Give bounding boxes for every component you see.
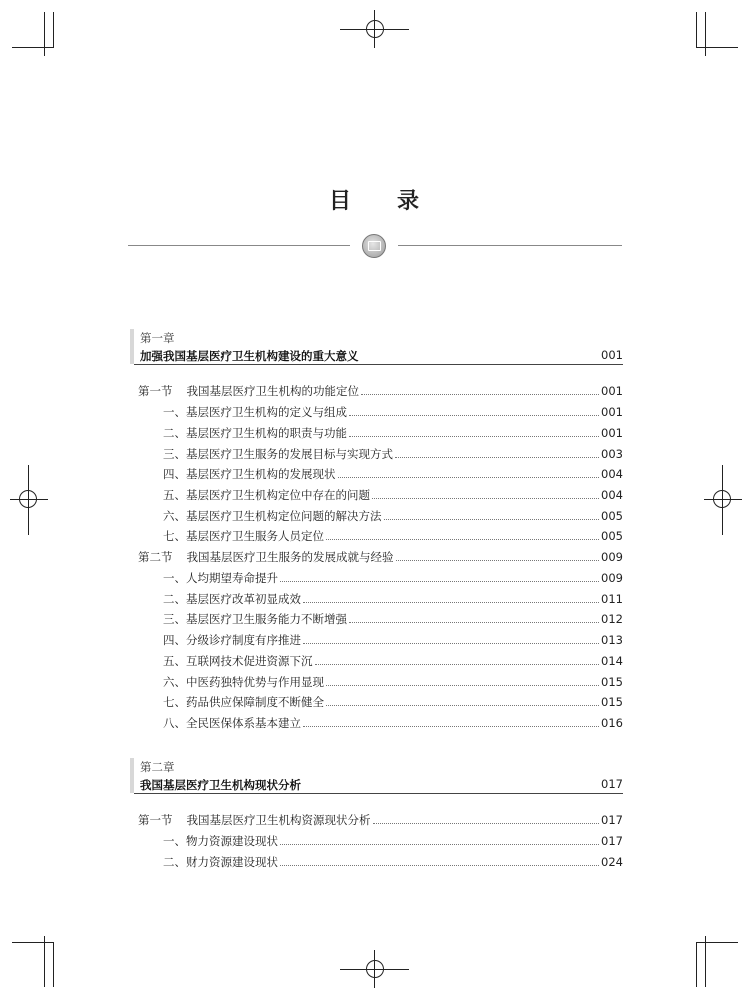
dot-leader <box>349 415 599 416</box>
dot-leader <box>372 498 599 499</box>
section-label: 第一节 <box>138 813 173 827</box>
item-title: 六、基层医疗卫生机构定位问题的解决方法 <box>163 509 382 523</box>
page-title-char-2: 录 <box>397 188 422 214</box>
page-number: 001 <box>601 384 623 398</box>
dot-leader <box>280 844 599 845</box>
chapter-1-header[interactable] <box>130 329 623 364</box>
page-number: 004 <box>601 467 623 481</box>
item-title: 一、人均期望寿命提升 <box>163 571 278 585</box>
dot-leader <box>361 394 599 395</box>
dot-leader <box>326 685 599 686</box>
item-title: 三、基层医疗卫生服务能力不断增强 <box>163 612 347 626</box>
chapter-page: 017 <box>601 777 623 791</box>
dot-leader <box>326 539 599 540</box>
item-title: 七、药品供应保障制度不断健全 <box>163 695 324 709</box>
dot-leader <box>373 823 600 824</box>
dot-leader <box>315 664 600 665</box>
page-number: 017 <box>601 834 623 848</box>
toc-item-row[interactable] <box>163 590 623 606</box>
toc-item-row[interactable] <box>163 486 623 502</box>
toc-item-row[interactable] <box>163 465 623 481</box>
chapter-2-header[interactable] <box>130 758 623 793</box>
item-title: 四、分级诊疗制度有序推进 <box>163 633 301 647</box>
item-title: 四、基层医疗卫生机构的发展现状 <box>163 467 336 481</box>
toc-item-row[interactable] <box>163 673 623 689</box>
toc-item-row[interactable] <box>163 527 623 543</box>
chapter-accent-bar <box>130 758 134 793</box>
item-title: 一、基层医疗卫生机构的定义与组成 <box>163 405 347 419</box>
page-number: 004 <box>601 488 623 502</box>
section-label: 第一节 <box>138 384 173 398</box>
page-number: 013 <box>601 633 623 647</box>
dot-leader <box>280 581 599 582</box>
page-title-char-1: 目 <box>328 188 353 214</box>
toc-section-row[interactable] <box>138 811 623 827</box>
chapter-underline <box>134 364 623 365</box>
section-label: 第二节 <box>138 550 173 564</box>
item-title: 三、基层医疗卫生服务的发展目标与实现方式 <box>163 447 393 461</box>
dot-leader <box>303 602 599 603</box>
item-title: 五、基层医疗卫生机构定位中存在的问题 <box>163 488 370 502</box>
dot-leader <box>395 457 599 458</box>
chapter-label: 第一章 <box>140 331 175 345</box>
chapter-label: 第二章 <box>140 760 175 774</box>
section-title: 我国基层医疗卫生机构资源现状分析 <box>186 813 371 827</box>
item-title: 二、基层医疗卫生机构的职责与功能 <box>163 426 347 440</box>
toc-item-row[interactable] <box>163 403 623 419</box>
chapter-accent-bar <box>130 329 134 364</box>
dot-leader <box>338 477 600 478</box>
chapter-title: 加强我国基层医疗卫生机构建设的重大意义 <box>140 349 359 363</box>
section-title: 我国基层医疗卫生机构的功能定位 <box>186 384 359 398</box>
item-title: 七、基层医疗卫生服务人员定位 <box>163 529 324 543</box>
item-title: 一、物力资源建设现状 <box>163 834 278 848</box>
toc-item-row[interactable] <box>163 853 623 869</box>
page-number: 015 <box>601 675 623 689</box>
page-number: 017 <box>601 813 623 827</box>
page-number: 011 <box>601 592 623 606</box>
page-number: 001 <box>601 426 623 440</box>
page-number: 009 <box>601 571 623 585</box>
dot-leader <box>349 622 599 623</box>
item-title: 六、中医药独特优势与作用显现 <box>163 675 324 689</box>
toc-item-row[interactable] <box>163 832 623 848</box>
page-number: 012 <box>601 612 623 626</box>
page-number: 009 <box>601 550 623 564</box>
page-title <box>0 184 750 215</box>
book-emblem-icon <box>362 234 386 258</box>
item-title: 二、基层医疗改革初显成效 <box>163 592 301 606</box>
dot-leader <box>326 705 599 706</box>
toc-item-row[interactable] <box>163 693 623 709</box>
chapter-page: 001 <box>601 348 623 362</box>
page-number: 001 <box>601 405 623 419</box>
toc-item-row[interactable] <box>163 652 623 668</box>
toc-item-row[interactable] <box>163 569 623 585</box>
page-number: 003 <box>601 447 623 461</box>
dot-leader <box>349 436 599 437</box>
item-title: 五、互联网技术促进资源下沉 <box>163 654 313 668</box>
toc-item-row[interactable] <box>163 445 623 461</box>
toc-item-row[interactable] <box>163 507 623 523</box>
page-number: 024 <box>601 855 623 869</box>
dot-leader <box>384 519 600 520</box>
page-number: 016 <box>601 716 623 730</box>
dot-leader <box>280 865 599 866</box>
section-title: 我国基层医疗卫生服务的发展成就与经验 <box>186 550 394 564</box>
chapter-title: 我国基层医疗卫生机构现状分析 <box>140 778 301 792</box>
dot-leader <box>396 560 600 561</box>
toc-item-row[interactable] <box>163 610 623 626</box>
title-rule-right <box>398 245 622 246</box>
toc-item-row[interactable] <box>163 424 623 440</box>
page-number: 005 <box>601 529 623 543</box>
chapter-underline <box>134 793 623 794</box>
item-title: 八、全民医保体系基本建立 <box>163 716 301 730</box>
toc-section-row[interactable] <box>138 382 623 398</box>
page-number: 015 <box>601 695 623 709</box>
dot-leader <box>303 726 599 727</box>
toc-section-row[interactable] <box>138 548 623 564</box>
toc-item-row[interactable] <box>163 631 623 647</box>
item-title: 二、财力资源建设现状 <box>163 855 278 869</box>
dot-leader <box>303 643 599 644</box>
toc-item-row[interactable] <box>163 714 623 730</box>
page-number: 005 <box>601 509 623 523</box>
title-rule-left <box>128 245 350 246</box>
page-number: 014 <box>601 654 623 668</box>
